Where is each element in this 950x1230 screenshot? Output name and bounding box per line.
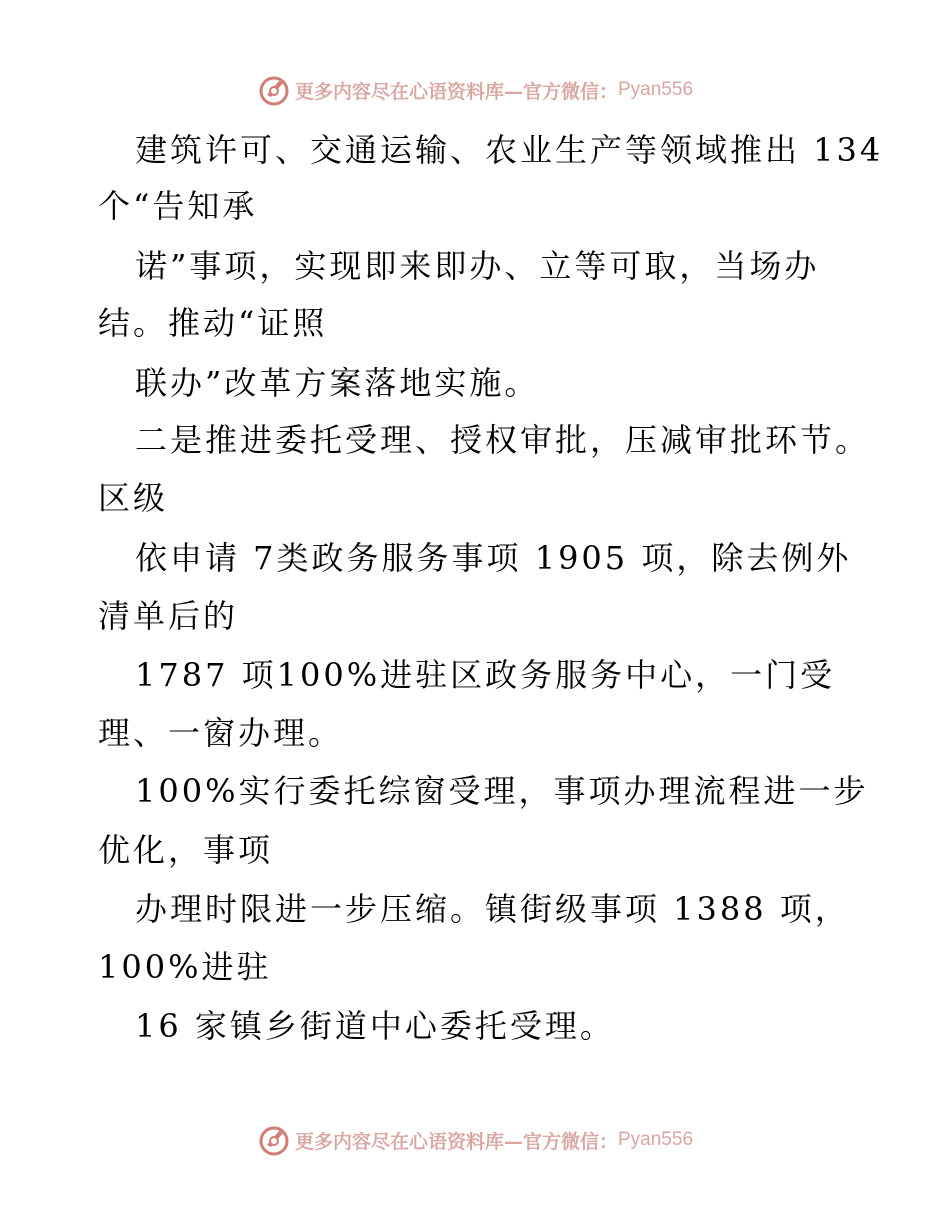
text-line: 建筑许可、交通运输、农业生产等领域推出 134: [135, 131, 884, 169]
watermark-banner-bottom: [0, 1120, 950, 1160]
watermark-text: 更多内容尽在心语资料库—官方微信：: [294, 80, 618, 103]
watermark-handle: Pyan556: [618, 1129, 694, 1150]
text-line: 联办”改革方案落地实施。: [135, 364, 540, 402]
text-line: 办理时限进一步压缩。镇街级事项 1388 项，: [135, 890, 850, 928]
text-line: 优化，事项: [98, 831, 274, 869]
text-line: 个“告知承: [98, 187, 258, 225]
brand-logo-icon: [257, 73, 291, 107]
text-line: 结。推动“证照: [98, 304, 328, 342]
text-line: 二是推进委托受理、授权审批，压减审批环节。: [135, 421, 871, 459]
text-line: 1787 项100%进驻区政务服务中心，一门受: [135, 656, 836, 694]
text-line: 清单后的: [98, 597, 239, 635]
brand-logo-icon: [257, 1123, 291, 1157]
watermark-banner-top: [0, 70, 950, 110]
watermark-text: 更多内容尽在心语资料库—官方微信：: [294, 1130, 618, 1153]
text-line: 100%进驻: [98, 948, 272, 986]
text-line: 依申请 7类政务服务事项 1905 项，除去例外: [135, 539, 852, 577]
text-line: 诺”事项，实现即来即办、立等可取，当场办: [135, 247, 820, 285]
text-line: 16 家镇乡街道中心委托受理。: [135, 1007, 615, 1045]
text-line: 区级: [98, 479, 169, 517]
text-line: 理、一窗办理。: [98, 714, 344, 752]
watermark-handle: Pyan556: [618, 79, 694, 100]
text-line: 100%实行委托综窗受理，事项办理流程进一步: [135, 772, 869, 810]
